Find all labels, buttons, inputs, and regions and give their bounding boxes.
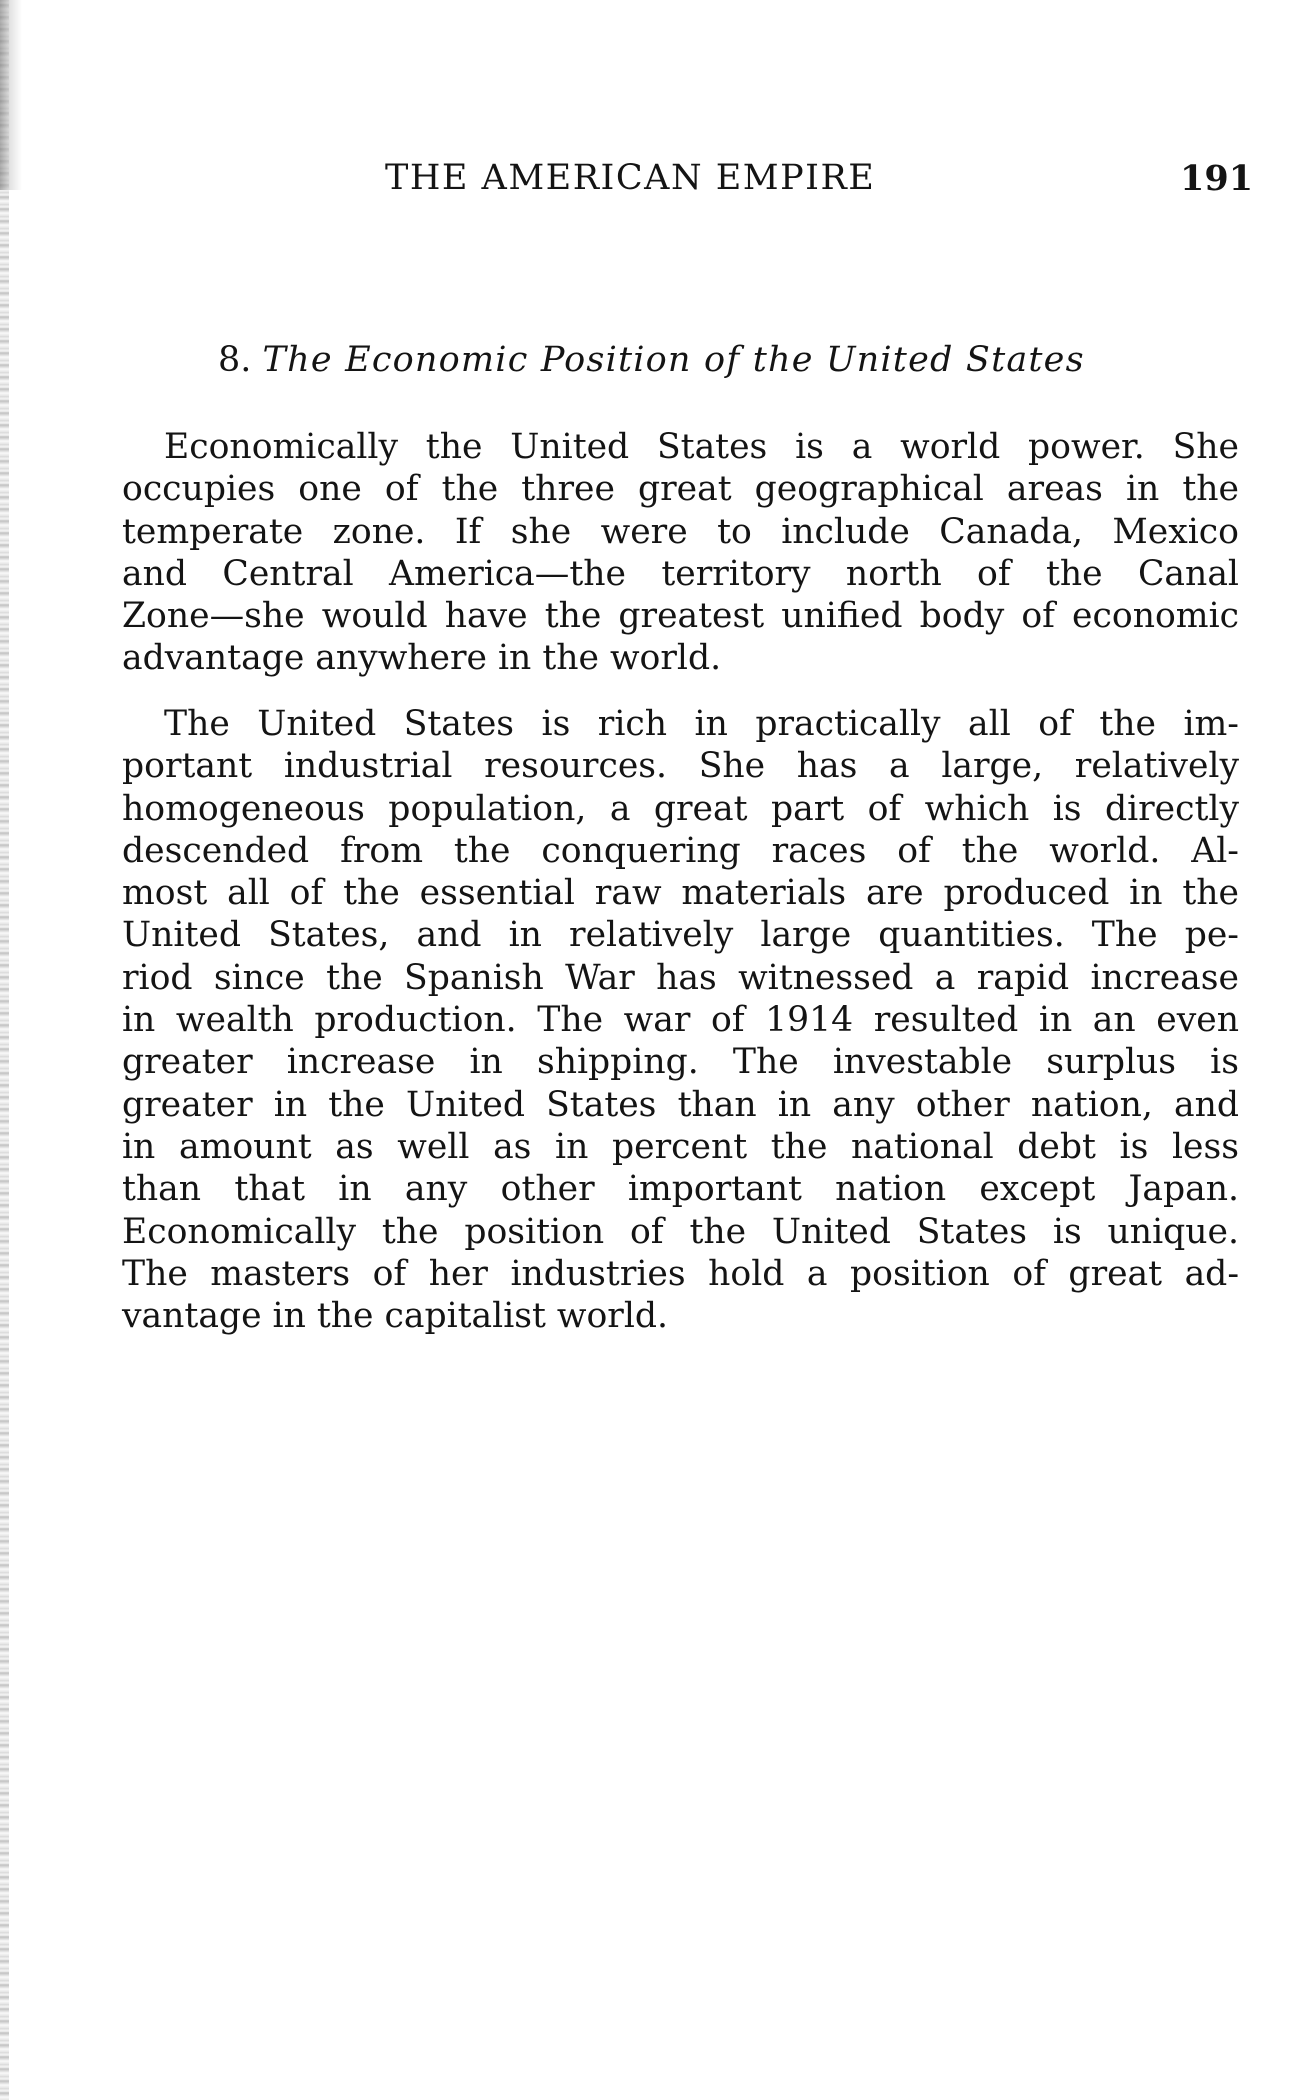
text-line: vantage in the capitalist world. (122, 1296, 669, 1337)
text-line: greater in the United States than in any other nation, and (122, 1084, 1239, 1125)
text-line: The masters of her industries hold a position of great ad- (122, 1253, 1239, 1294)
text-line: most all of the essential raw materials are produced in the (122, 873, 1239, 914)
text-line: and Central America—the territory north of the Canal (122, 553, 1239, 594)
text-line: greater increase in shipping. The investable surplus is (122, 1042, 1239, 1083)
section-number: 8. (218, 340, 252, 380)
text-line: temperate zone. If she were to include Canada, Mexico (122, 511, 1239, 552)
text-line: riod since the Spanish War has witnessed a rapid increase (122, 957, 1239, 998)
text-line: The United States is rich in practically all of the im- (164, 704, 1239, 744)
text-line: than that in any other important nation except Japan. (122, 1169, 1239, 1210)
section-title: The Economic Position of the United States (262, 340, 1085, 380)
text-line: advantage anywhere in the world. (122, 638, 722, 679)
text-line: homogeneous population, a great part of which is directly (122, 788, 1239, 829)
page-number: 191 (1180, 158, 1254, 199)
paragraph-2 (122, 703, 1239, 1337)
text-line: United States, and in relatively large quantities. The pe- (122, 915, 1239, 956)
text-line: descended from the conquering races of the world. Al- (122, 830, 1239, 871)
text-line: Economically the United States is a world power. She (164, 427, 1239, 467)
text-line: in amount as well as in percent the national debt is less (122, 1126, 1239, 1167)
text-line: Zone—she would have the greatest unified body of economic (122, 596, 1239, 637)
text-line: in wealth production. The war of 1914 resulted in an even (122, 1000, 1239, 1041)
text-line: portant industrial resources. She has a large, relatively (122, 746, 1239, 787)
text-line: occupies one of the three great geographical areas in the (122, 469, 1239, 510)
paragraph-1 (122, 426, 1239, 680)
running-head (0, 158, 1300, 208)
scan-edge-artifact (0, 0, 9, 2100)
running-title: THE AMERICAN EMPIRE (385, 158, 876, 198)
section-heading (218, 340, 1085, 380)
text-line: Economically the position of the United States is unique. (122, 1211, 1239, 1252)
